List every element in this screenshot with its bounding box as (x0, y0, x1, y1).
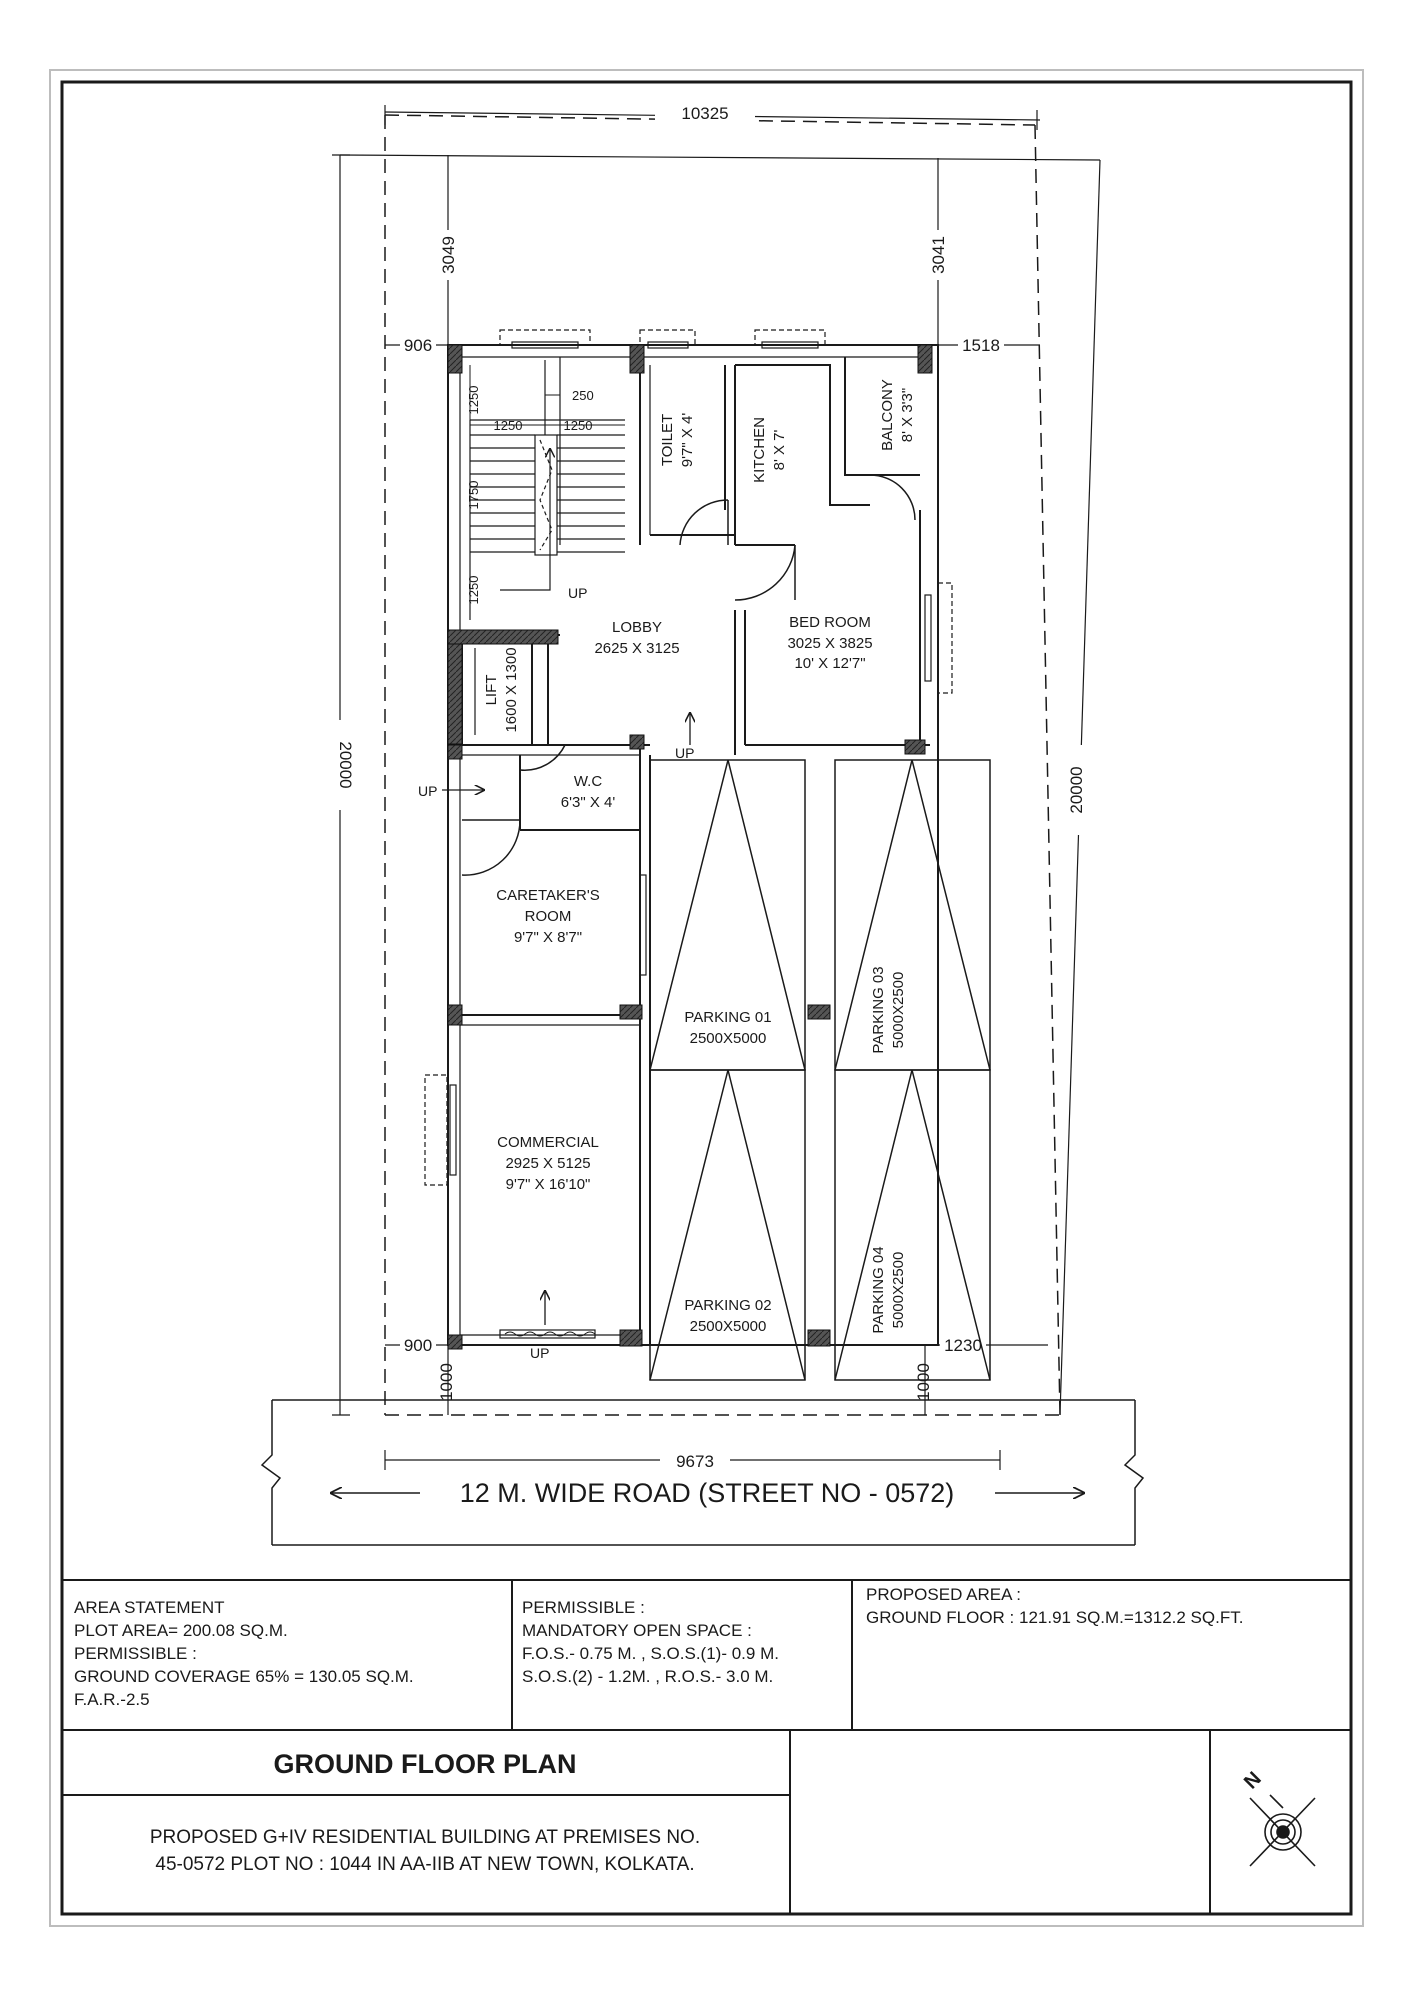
permissible-line4: S.O.S.(2) - 1.2M. , R.O.S.- 3.0 M. (522, 1667, 774, 1686)
drawing-title: GROUND FLOOR PLAN (273, 1749, 577, 1779)
area-statement-line1: AREA STATEMENT (74, 1598, 225, 1617)
dim-front-left: 3049 (439, 236, 458, 274)
room-labels (483, 379, 916, 1335)
project-line2: 45-0572 PLOT NO : 1044 IN AA-IIB AT NEW TOWN, KOLKATA. (155, 1854, 695, 1875)
dim-left-height: 20000 (336, 741, 355, 789)
dim-rear-right: 1000 (914, 1363, 933, 1401)
lobby-up-label: UP (675, 745, 695, 761)
commercial-size-ft: 9'7" X 16'10" (505, 1176, 591, 1193)
wc-size: 6'3" X 4' (560, 794, 616, 811)
caretaker-line1: CARETAKER'S (496, 887, 600, 904)
permissible (522, 1598, 779, 1686)
parking03-size: 5000X2500 (890, 971, 907, 1049)
commercial-name: COMMERCIAL (497, 1134, 599, 1151)
north-arrow-icon (1250, 1795, 1315, 1866)
road (262, 1400, 1143, 1545)
dim-bottom-left: 900 (403, 1336, 433, 1355)
parking01-size: 2500X5000 (689, 1030, 767, 1047)
toilet-size: 9'7" X 4' (679, 412, 696, 468)
parking01-name: PARKING 01 (684, 1009, 772, 1026)
area-statement-line4: GROUND COVERAGE 65% = 130.05 SQ.M. (74, 1667, 414, 1686)
caretaker-size: 9'7" X 8'7" (513, 929, 583, 946)
lobby-name: LOBBY (611, 619, 663, 636)
stair-dimension-texts (466, 386, 594, 605)
road-label: 12 M. WIDE ROAD (STREET NO - 0572) (459, 1478, 955, 1508)
area-statement-line5: F.A.R.-2.5 (74, 1690, 150, 1709)
stair-dim-1250a: 1250 (466, 385, 481, 415)
balcony-size: 8' X 3'3" (899, 387, 916, 443)
stair-dim-1250d: 1250 (466, 575, 481, 605)
walls (448, 345, 938, 1345)
dim-bottom-width: 9673 (676, 1452, 714, 1471)
lift-size: 1600 X 1300 (503, 647, 520, 733)
lobby-size: 2625 X 3125 (594, 640, 680, 657)
kitchen-size: 8' X 7' (771, 429, 788, 471)
permissible-line2: MANDATORY OPEN SPACE : (522, 1621, 752, 1640)
staircase (470, 360, 625, 620)
wc-name: W.C (573, 773, 603, 790)
windows (425, 330, 952, 1338)
area-statement-line2: PLOT AREA= 200.08 SQ.M. (74, 1621, 288, 1640)
north-label: N (1239, 1767, 1266, 1794)
parking04-size: 5000X2500 (890, 1251, 907, 1329)
columns (448, 345, 932, 1349)
balcony-name: BALCONY (879, 379, 896, 451)
dim-front-right: 3041 (929, 236, 948, 274)
plot-boundary (385, 115, 1060, 1415)
dim-rear-left: 1000 (437, 1363, 456, 1401)
stair-dim-250: 250 (572, 388, 594, 403)
stair-up-label: UP (568, 585, 588, 601)
area-statement (74, 1598, 414, 1709)
proposed-line1: PROPOSED AREA : (866, 1585, 1021, 1604)
kitchen-name: KITCHEN (751, 417, 768, 483)
side-up-label: UP (418, 783, 438, 799)
stair-dim-1250c: 1250 (563, 418, 593, 433)
dim-side-right: 1518 (962, 336, 1000, 355)
project-description (150, 1827, 700, 1875)
stair-dim-1750: 1750 (466, 480, 481, 510)
dim-side-left: 906 (403, 336, 433, 355)
stair-dim-1250b: 1250 (493, 418, 523, 433)
bedroom-size-ft: 10' X 12'7" (794, 655, 866, 672)
permissible-line3: F.O.S.- 0.75 M. , S.O.S.(1)- 0.9 M. (522, 1644, 779, 1663)
dim-top-width: 10325 (681, 104, 729, 123)
parking04-name: PARKING 04 (870, 1246, 887, 1334)
caretaker-line2: ROOM (524, 908, 572, 925)
parking02-size: 2500X5000 (689, 1318, 767, 1335)
dim-bottom-right: 1230 (944, 1336, 982, 1355)
dim-right-height: 20000 (1067, 766, 1086, 814)
toilet-name: TOILET (659, 413, 676, 467)
proposed-area (866, 1585, 1243, 1627)
bedroom-name: BED ROOM (789, 614, 871, 631)
commercial-size-mm: 2925 X 5125 (505, 1155, 591, 1172)
commercial-up-label: UP (530, 1345, 550, 1361)
parking03-name: PARKING 03 (870, 966, 887, 1054)
bedroom-size-mm: 3025 X 3825 (787, 635, 873, 652)
project-line1: PROPOSED G+IV RESIDENTIAL BUILDING AT PREMISES NO. (149, 1827, 701, 1848)
area-statement-line3: PERMISSIBLE : (74, 1644, 197, 1663)
parking02-name: PARKING 02 (684, 1297, 772, 1314)
proposed-line2: GROUND FLOOR : 121.91 SQ.M.=1312.2 SQ.FT. (866, 1608, 1244, 1627)
lift-name: LIFT (483, 674, 500, 706)
permissible-line1: PERMISSIBLE : (522, 1598, 645, 1617)
